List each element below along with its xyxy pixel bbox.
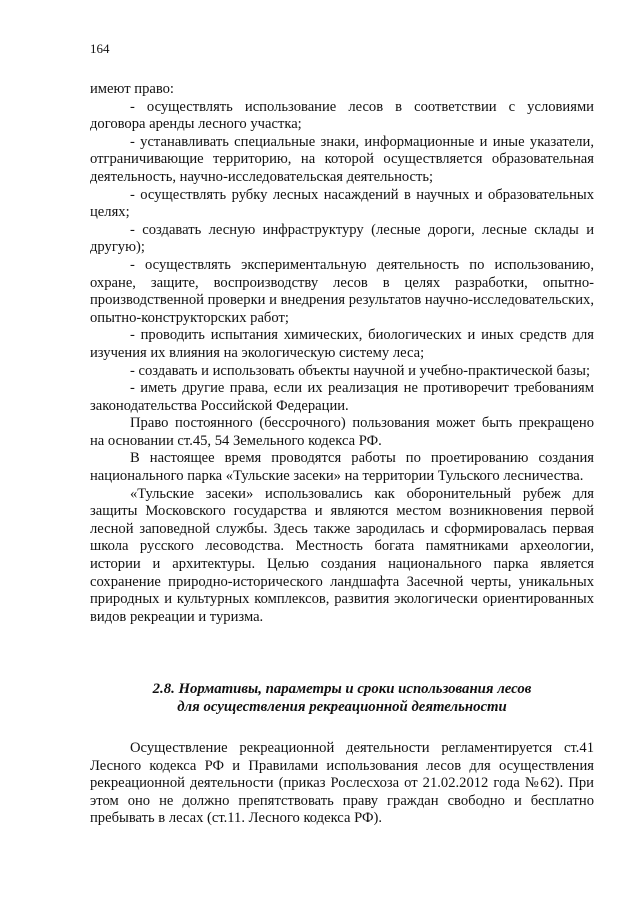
paragraph-tula-zaseki: «Тульские засеки» использовались как оборонительный рубеж для защиты Московского государства и являются местом возникновения первой лесной заповедной службы. Здесь также зародилась и сформировалась первая школа русского лесоводства. Местность богата памятниками археологии, истории и архитектуры. Целью создания национального парка является сохранение природно-исторического ландшафта Засечной черты, уникальных природных и культурных комплексов, развития экологически ориентированных видов рекреации и туризма. xyxy=(90,485,594,625)
paragraph-national-park: В настоящее время проводятся работы по проетированию создания национального парка «Тульские засеки» на территории Тульского лесничества. xyxy=(90,450,594,485)
paragraph-termination: Право постоянного (бессрочного) пользования может быть прекращено на основании ст.45, 54 Земельного кодекса РФ. xyxy=(90,415,594,449)
list-item-testing: - проводить испытания химических, биологических и иных средств для изучения их влияния на экологическую систему леса; xyxy=(90,327,594,361)
section-heading xyxy=(90,680,594,716)
list-item-research-base: - создавать и использовать объекты научной и учебно-практической базы; xyxy=(130,362,591,379)
paragraph-rights-intro: имеют право: xyxy=(90,81,174,97)
list-item-signs: - устанавливать специальные знаки, информационные и иные указатели, отграничивающие территорию, на которой осуществляется образовательная деятельность, научно-исследовательская деятельность; xyxy=(90,133,594,185)
page-number: 164 xyxy=(90,41,110,56)
list-item-infrastructure: - создавать лесную инфраструктуру (лесные дороги, лесные склады и другую); xyxy=(90,221,594,256)
list-item-felling: - осуществлять рубку лесных насаждений в научных и образовательных целях; xyxy=(90,186,594,221)
section-heading-line-1: 2.8. Нормативы, параметры и сроки использования лесов xyxy=(152,681,532,697)
paragraph-recreation-regulation: Осуществление рекреационной деятельности регламентируется ст.41 Лесного кодекса РФ и Правилами использования лесов для осуществления рекреационной деятельности (приказ Рослесхоза от 21.02.2012 года №62). При этом оно не должно препятствовать праву граждан свободно и бесплатно пребывать в лесах (ст.11. Лесного кодекса РФ). xyxy=(90,740,594,827)
list-item-other-rights: - иметь другие права, если их реализация не противоречит требованиям законодательства Российской Федерации. xyxy=(90,380,594,414)
list-item-forest-use: - осуществлять использование лесов в соответствии с условиями договора аренды лесного участка; xyxy=(90,98,594,133)
list-item-experimental: - осуществлять экспериментальную деятельность по использованию, охране, защите, воспроизводству лесов в целях разработки, опытно-производственной проверки и внедрения результатов научно-исследовательских, опытно-конструкторских работ; xyxy=(90,256,594,326)
section-body-text xyxy=(90,740,594,828)
body-text xyxy=(90,81,594,626)
section-heading-line-2: для осуществления рекреационной деятельности xyxy=(177,699,507,715)
